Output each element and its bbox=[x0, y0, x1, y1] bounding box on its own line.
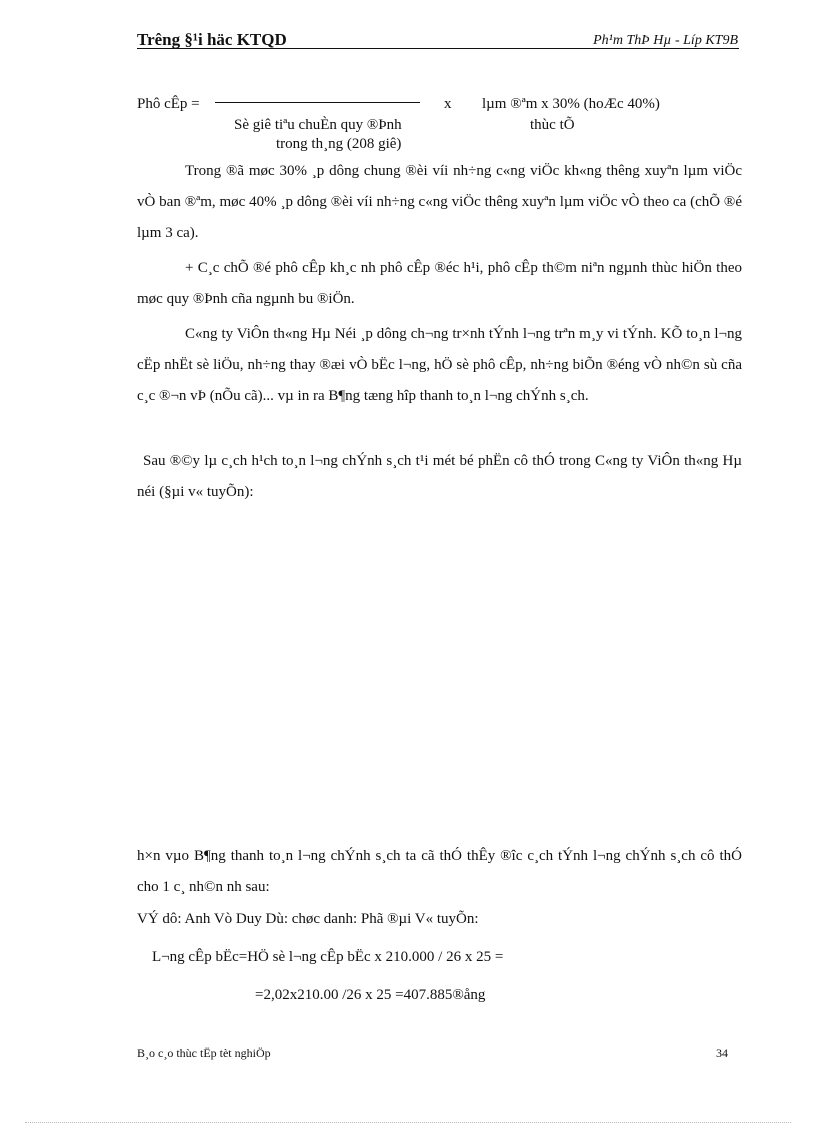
formula-denominator: Sè giê tiªu chuÈn quy ®Þnh bbox=[234, 117, 402, 133]
footer-report-title: B¸o c¸o thùc tËp tèt nghiÖp bbox=[137, 1046, 271, 1060]
header-rule bbox=[137, 48, 739, 49]
page-number: 34 bbox=[716, 1046, 728, 1060]
formula-fraction-line bbox=[215, 102, 420, 103]
paragraph-allowances: + C¸c chÕ ®é phô cÊp kh¸c nh phô cÊp ®éc h¹i, phô cÊp th©m niªn ngµnh thùc hiÖn theo møc quy ®Þnh cña ngµnh bu ®iÖn. bbox=[137, 260, 742, 307]
formula-work-days: lµm ®ªm x 30% (hoÆc 40%) bbox=[482, 96, 660, 112]
paragraph-rates: Trong ®ã møc 30% ¸p dông chung ®èi víi nh÷ng c«ng viÖc kh«ng thêng xuyªn lµm viÖc vÒ ban ®ªm, møc 40% ¸p dông ®èi víi nh÷ng c«ng viÖc thêng xuyªn lµm viÖc vÒ theo ca (chÕ ®é lµm 3 ca). bbox=[137, 163, 742, 241]
example-calc-1: L¬ng cÊp bËc=HÖ sè l¬ng cÊp bËc x 210.000 / 26 x 25 = bbox=[152, 949, 504, 965]
paragraph-method: Sau ®©y lµ c¸ch h¹ch to¸n l¬ng chÝnh s¸ch t¹i mét bé phËn cô thÓ trong C«ng ty ViÔn th«ng Hµ néi (§µi v« tuyÕn): bbox=[137, 453, 742, 500]
paragraph-table-ref: h×n vµo B¶ng thanh to¸n l¬ng chÝnh s¸ch ta cã thÓ thÊy ®îc c¸ch tÝnh l¬ng chÝnh s¸ch cô thÓ cho 1 c¸ nh©n nh sau: bbox=[137, 848, 742, 895]
example-intro: VÝ dô: Anh Vò Duy Dù: chøc danh: Phã ®µi V« tuyÕn: bbox=[137, 911, 479, 927]
header-author: Ph¹m ThÞ Hµ - Líp KT9B bbox=[593, 33, 738, 48]
paragraph-software: C«ng ty ViÔn th«ng Hµ Néi ¸p dông ch¬ng tr×nh tÝnh l¬ng trªn m¸y vi tÝnh. KÕ to¸n l¬ng cËp nhËt sè liÖu, nh÷ng thay ®æi vÒ bËc l¬ng, hÖ sè phô cÊp, nh÷ng biÕn ®éng vÒ nh©n sù cña c¸c ®¬n vÞ (nÕu cã)... vµ in ra B¶ng tæng hîp thanh to¸n l¬ng chÝnh s¸ch. bbox=[137, 326, 742, 404]
formula-times: x bbox=[444, 96, 452, 112]
example-calc-2: =2,02x210.00 /26 x 25 =407.885®ång bbox=[255, 987, 486, 1003]
formula-label: Phô cÊp = bbox=[137, 96, 200, 112]
formula-actual: thùc tÕ bbox=[530, 117, 575, 133]
header-school: Trêng §¹i häc KTQD bbox=[137, 30, 287, 49]
formula-denominator-2: trong th¸ng (208 giê) bbox=[276, 136, 402, 152]
